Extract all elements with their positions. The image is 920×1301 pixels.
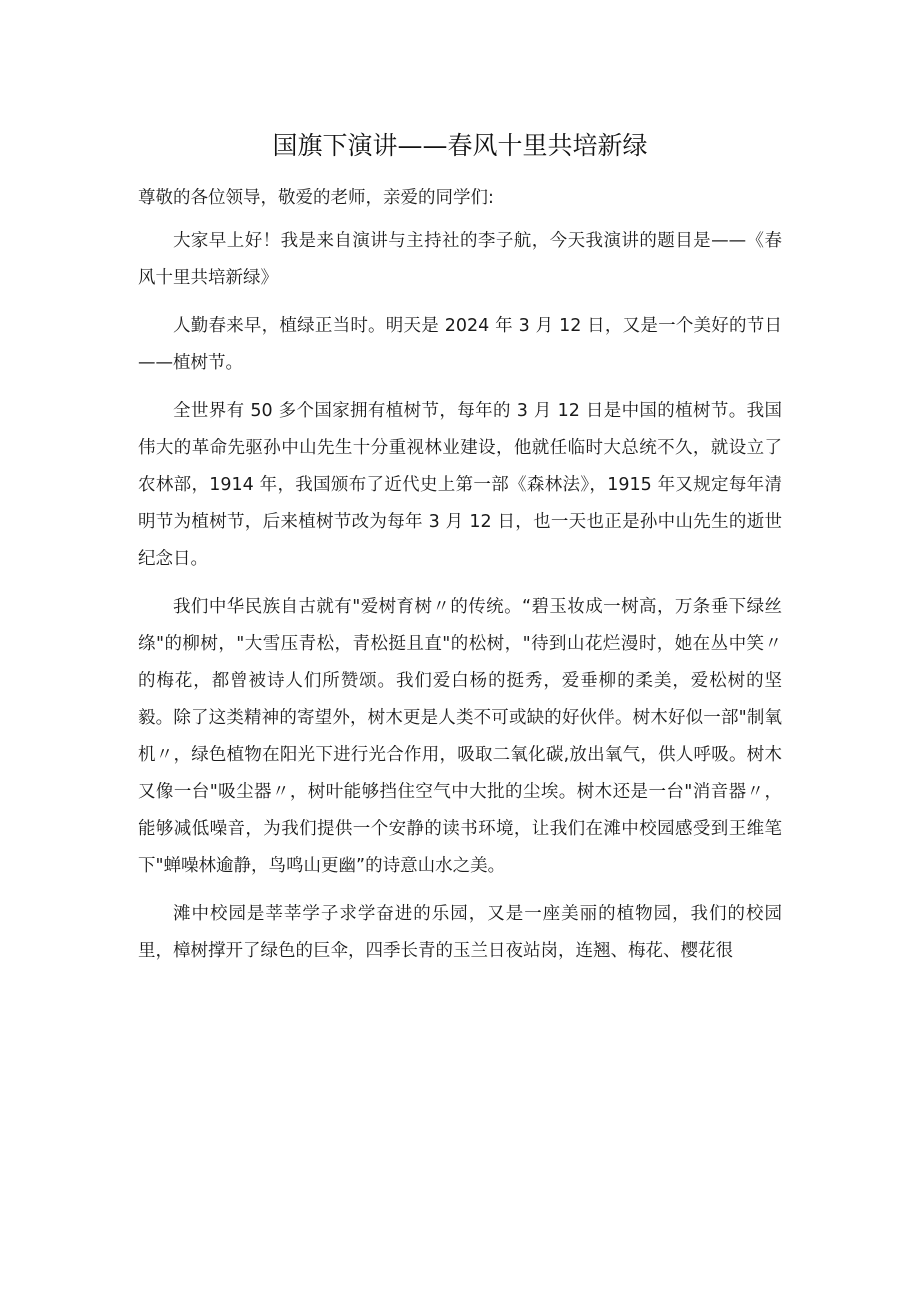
paragraph-tree-tradition: 我们中华民族自古就有"爱树育树〃的传统。“碧玉妆成一树高，万条垂下绿丝绦"的柳树，"大雪压青松，青松挺且直"的松树，"待到山花烂漫时，她在丛中笑〃的梅花，都曾被诗人们所赞颂。我们爱白杨的挺秀，爱垂柳的柔美，爱松树的坚毅。除了这类精神的寄望外，树木更是人类不可或缺的好伙伴。树木好似一部"制氧机〃，绿色植物在阳光下进行光合作用，吸取二氧化碳,放出氧气，供人呼吸。树木又像一台"吸尘器〃，树叶能够挡住空气中大批的尘埃。树木还是一台"消音器〃，能够减低噪音，为我们提供一个安静的读书环境，让我们在滩中校园感受到王维笔下"蝉噪林逾静，鸟鸣山更幽”的诗意山水之美。 <box>138 597 782 876</box>
paragraph-arbor-day-date: 人勤春来早，植绿正当时。明天是 2024 年 3 月 12 日，又是一个美好的节日——植树节。 <box>138 316 782 373</box>
document-body <box>138 180 782 981</box>
paragraph-arbor-day-history: 全世界有 50 多个国家拥有植树节，每年的 3 月 12 日是中国的植树节。我国伟大的革命先驱孙中山先生十分重视林业建设，他就任临时大总统不久，就设立了农林部，1914 年，我国颁布了近代史上第一部《森林法》，1915 年又规定每年清明节为植树节，后来植树节改为每年 3 月 12 日，也一天也正是孙中山先生的逝世纪念日。 <box>138 401 782 569</box>
paragraph-campus: 滩中校园是莘莘学子求学奋进的乐园，又是一座美丽的植物园，我们的校园里，樟树撑开了绿色的巨伞，四季长青的玉兰日夜站岗，连翘、梅花、樱花很 <box>138 904 782 961</box>
document-title: 国旗下演讲——春风十里共培新绿 <box>272 131 648 160</box>
paragraph-greeting: 大家早上好！我是来自演讲与主持社的李子航，今天我演讲的题目是——《春风十里共培新绿》 <box>138 231 782 288</box>
salutation: 尊敬的各位领导，敬爱的老师，亲爱的同学们: <box>138 188 494 208</box>
